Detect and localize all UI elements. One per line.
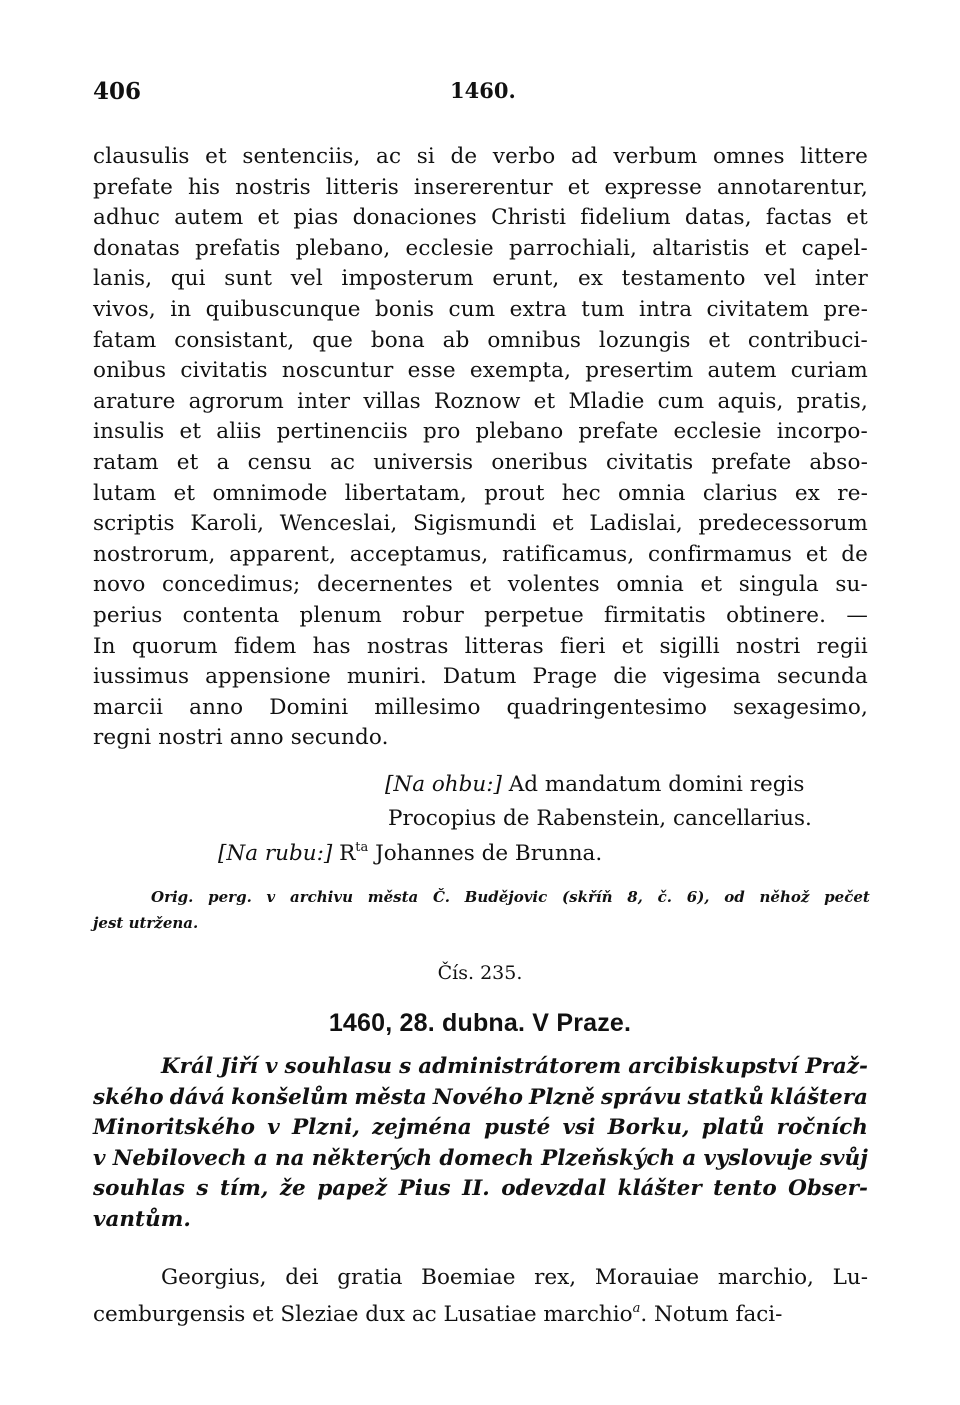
text-fragment: cemburgensis et Sleziae dux ac Lusatiae marchio [93,1301,633,1327]
page-number: 406 [93,78,142,105]
note-line: jest utržena. [93,914,199,932]
text-line: clausulis et sentenciis, ac si de verbo ad verbum omnes littere [93,144,868,169]
text-line: donatas prefatis plebano, ecclesie parrochiali, altaristis et capel- [93,235,868,261]
text-fragment: . Notum faci- [640,1301,783,1327]
regest-line: vantům. [93,1206,191,1232]
regest-line: Minoritského v Plzni, zejména pusté vsi Borku, platů ročních [93,1115,868,1141]
running-header-year: 1460. [450,78,516,103]
source-note [93,884,870,936]
regest-summary [93,1052,868,1236]
text-line: onibus civitatis noscuntur esse exempta, presertim autem curiam [93,358,868,384]
signature-text: Procopius de Rabenstein, cancellarius. [388,806,812,831]
page-header [93,78,873,112]
signature-location-label: [Na rubu:] [218,841,333,866]
note-line: Orig. perg. v archivu města Č. Budějovic (skříň 8, č. 6), od něhož pečet [151,888,870,906]
text-line: lutam et omnimode libertatam, prout hec omnia clarius ex re- [93,480,868,506]
regest-line: souhlas s tím, že papež Pius II. odevzdal klášter tento Obser- [93,1176,868,1202]
signature-initial: R [339,841,356,866]
text-line: novo concedimus; decernentes et volentes omnia et singula su- [93,572,868,598]
text-line: In quorum fidem has nostras litteras fieri et sigilli nostri regii [93,633,868,659]
superscript: ta [355,840,369,855]
text-line [93,1294,868,1325]
text-line: fatam consistant, que bona ab omnibus lozungis et contribuci- [93,327,868,353]
text-line: marcii anno Domini millesimo quadringentesimo sexagesimo, [93,694,868,720]
signature-text: Johannes de Brunna. [375,841,603,866]
text-line: lanis, qui sunt vel imposterum erunt, ex testamento vel inter [93,266,868,292]
regest-line: ského dává konšelům města Nového Plzně správu statků kláštera [93,1084,868,1110]
text-line: adhuc autem et pias donaciones Christi fidelium datas, factas et [93,205,868,231]
footnote-marker: a [632,1300,641,1316]
document-date-place: 1460, 28. dubna. V Praze. [328,1009,632,1037]
text-line: vivos, in quibuscunque bonis cum extra tum intra civitatem pre- [93,296,868,322]
charter-text [93,142,868,754]
text-line: Georgius, dei gratia Boemiae rex, Morauiae marchio, Lu- [161,1265,868,1290]
regest-line: v Nebilovech a na některých domech Plzeňských a vyslovuje svůj [93,1145,868,1171]
signature-location-label: [Na ohbu:] [385,772,502,797]
text-line: nostrorum, apparent, acceptamus, ratificamus, confirmamus et de [93,541,868,567]
text-line: prefate his nostris litteris insererentur et expresse annotarentur, [93,174,868,200]
text-line: insulis et aliis pertinenciis pro plebano prefate ecclesie incorpo- [93,419,868,445]
regest-line: Král Jiří v souhlasu s administrátorem arcibiskupství Praž- [161,1054,868,1079]
text-line: scriptis Karoli, Wenceslai, Sigismundi et Ladislai, predecessorum [93,511,868,537]
signature-text: Ad mandatum domini regis [508,772,805,797]
text-line: ratam et a censu ac universis oneribus civitatis prefate abso- [93,449,868,475]
document-number: Čís. 235. [437,962,523,984]
text-line: perius contenta plenum robur perpetue firmitatis obtinere. — [93,602,868,628]
text-line: regni nostri anno secundo. [93,725,389,751]
text-line: arature agrorum inter villas Roznow et Mladie cum aquis, pratis, [93,388,868,414]
charter-opening [93,1263,868,1327]
text-line: iussimus appensione muniri. Datum Prage die vigesima secunda [93,664,868,690]
